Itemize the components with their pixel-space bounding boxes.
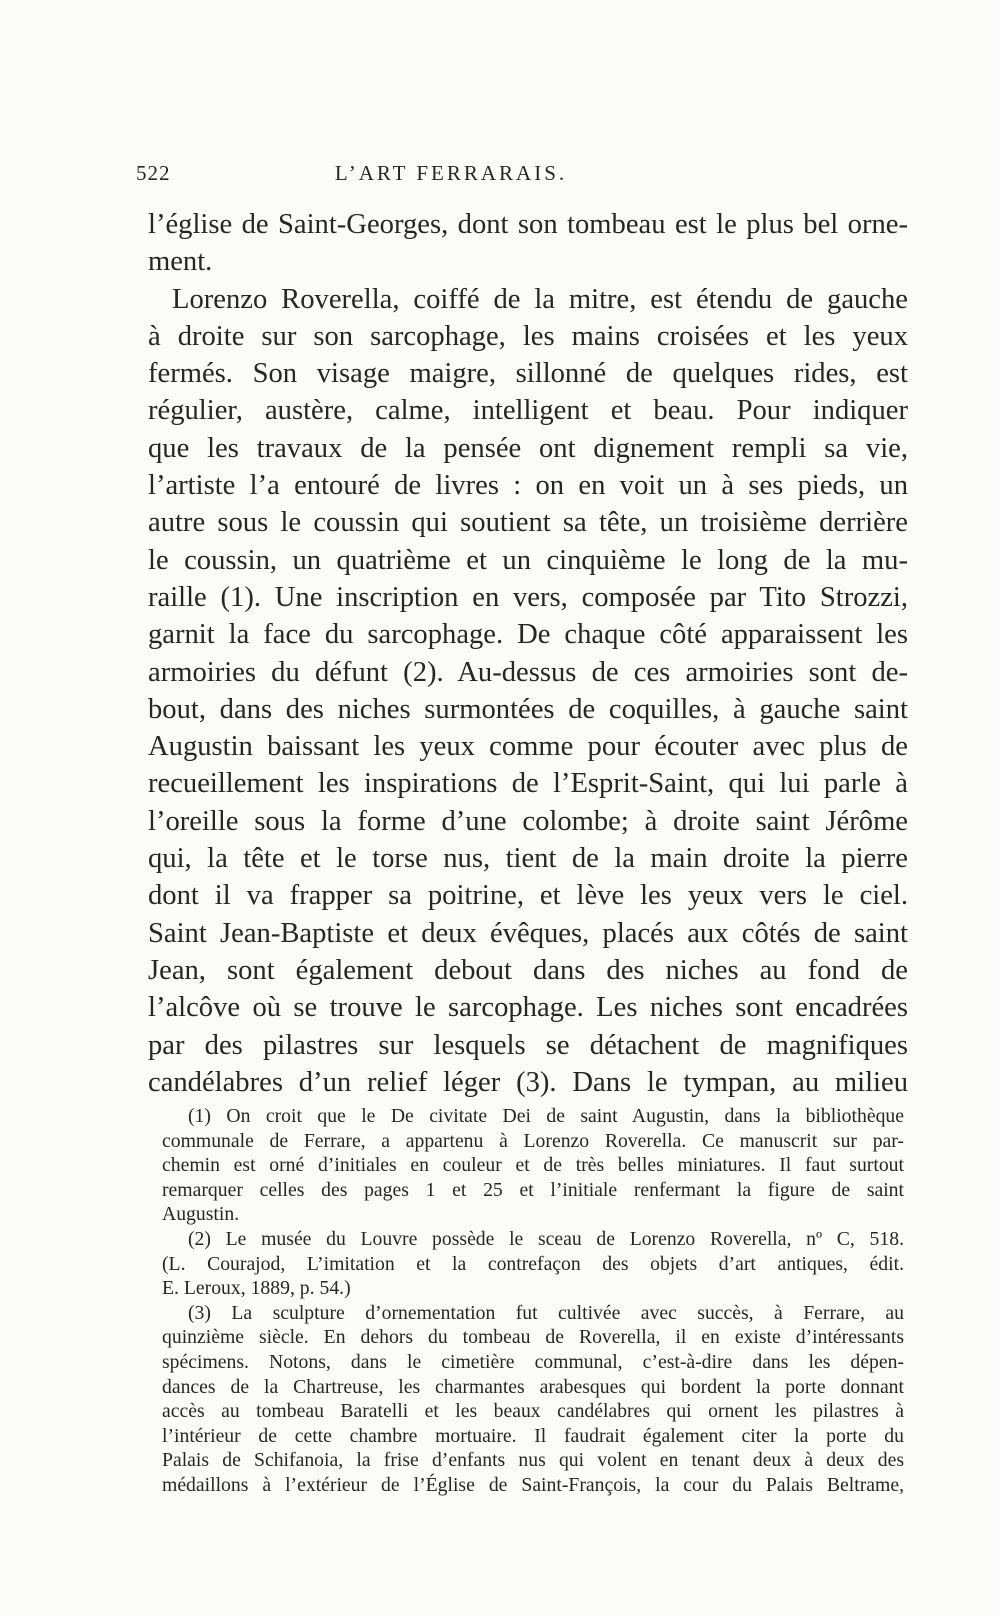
running-head bbox=[136, 161, 906, 191]
footnote-line: quinzième siècle. En dehors du tombeau de Roverella, il en existe d’intéressants bbox=[162, 1326, 904, 1349]
footnote-line: communale de Ferrare, a appartenu à Lorenzo Roverella. Ce manuscrit sur par- bbox=[162, 1129, 904, 1152]
body-line: régulier, austère, calme, intelligent et beau. Pour indiquer bbox=[148, 395, 908, 427]
body-line: que les travaux de la pensée ont dignement rempli sa vie, bbox=[148, 432, 908, 464]
body-line: l’oreille sous la forme d’une colombe; à droite saint Jérôme bbox=[148, 805, 908, 837]
footnote-line: l’intérieur de cette chambre mortuaire. Il faudrait également citer la porte du bbox=[162, 1424, 904, 1447]
body-line: recueillement les inspirations de l’Esprit-Saint, qui lui parle à bbox=[148, 768, 908, 800]
footnote-line: Augustin. bbox=[162, 1203, 240, 1226]
body-line: Lorenzo Roverella, coiffé de la mitre, est étendu de gauche bbox=[172, 283, 908, 315]
body-line: dont il va frapper sa poitrine, et lève les yeux vers le ciel. bbox=[148, 880, 908, 912]
body-line: l’artiste l’a entouré de livres : on en voit un à ses pieds, un bbox=[148, 470, 908, 502]
footnote-line: accès au tombeau Baratelli et les beaux candélabres qui ornent les pilastres à bbox=[162, 1400, 904, 1423]
body-line: fermés. Son visage maigre, sillonné de quelques rides, est bbox=[148, 358, 908, 390]
body-line: ment. bbox=[148, 246, 213, 278]
body-line: Saint Jean-Baptiste et deux évêques, placés aux côtés de saint bbox=[148, 917, 908, 949]
footnote-line: chemin est orné d’initiales en couleur et de très belles miniatures. Il faut surtout bbox=[162, 1154, 904, 1177]
footnote-line: (1) On croit que le De civitate Dei de saint Augustin, dans la bibliothèque bbox=[188, 1105, 904, 1127]
body-line: Augustin baissant les yeux comme pour écouter avec plus de bbox=[148, 731, 908, 763]
body-line: armoiries du défunt (2). Au-dessus de ces armoiries sont de- bbox=[148, 656, 908, 688]
body-line: le coussin, un quatrième et un cinquième le long de la mu- bbox=[148, 544, 908, 576]
footnote-line: (3) La sculpture d’ornementation fut cultivée avec succès, à Ferrare, au bbox=[188, 1301, 904, 1324]
body-line: l’alcôve où se trouve le sarcophage. Les niches sont encadrées bbox=[148, 992, 908, 1024]
footnote-line: médaillons à l’extérieur de l’Église de Saint-François, la cour du Palais Beltrame, bbox=[162, 1473, 904, 1496]
footnote-line: remarquer celles des pages 1 et 25 et l’initiale renfermant la figure de saint bbox=[162, 1178, 904, 1201]
body-line: qui, la tête et le torse nus, tient de la main droite la pierre bbox=[148, 843, 908, 875]
page-number: 522 bbox=[136, 161, 171, 185]
body-line: raille (1). Une inscription en vers, composée par Tito Strozzi, bbox=[148, 581, 908, 613]
footnote-line: dances de la Chartreuse, les charmantes arabesques qui bordent la porte donnant bbox=[162, 1375, 904, 1398]
body-line: l’église de Saint-Georges, dont son tombeau est le plus bel orne- bbox=[148, 209, 908, 240]
footnote-line: (2) Le musée du Louvre possède le sceau de Lorenzo Roverella, nº C, 518. bbox=[188, 1227, 904, 1250]
body-line: autre sous le coussin qui soutient sa tête, un troisième derrière bbox=[148, 507, 908, 539]
footnote-line: spécimens. Notons, dans le cimetière communal, c’est-à-dire dans les dépen- bbox=[162, 1350, 904, 1373]
footnotes bbox=[162, 1104, 904, 1498]
footnote-line: E. Leroux, 1889, p. 54.) bbox=[162, 1277, 351, 1300]
body-line: garnit la face du sarcophage. De chaque côté apparaissent les bbox=[148, 619, 908, 651]
body-line: bout, dans des niches surmontées de coquilles, à gauche saint bbox=[148, 693, 908, 725]
body-line: Jean, sont également debout dans des niches au fond de bbox=[148, 954, 908, 986]
footnote-line: (L. Courajod, L’imitation et la contrefaçon des objets d’art antiques, édit. bbox=[162, 1252, 904, 1275]
page-title: L’ART FERRARAIS. bbox=[334, 161, 568, 185]
body-text bbox=[148, 206, 908, 1101]
footnote-line: Palais de Schifanoia, la frise d’enfants nus qui volent en tenant deux à deux des bbox=[162, 1449, 904, 1472]
body-line: candélabres d’un relief léger (3). Dans le tympan, au milieu bbox=[148, 1066, 908, 1098]
body-line: par des pilastres sur lesquels se détachent de magnifiques bbox=[148, 1029, 908, 1061]
body-line: à droite sur son sarcophage, les mains croisées et les yeux bbox=[148, 320, 908, 352]
